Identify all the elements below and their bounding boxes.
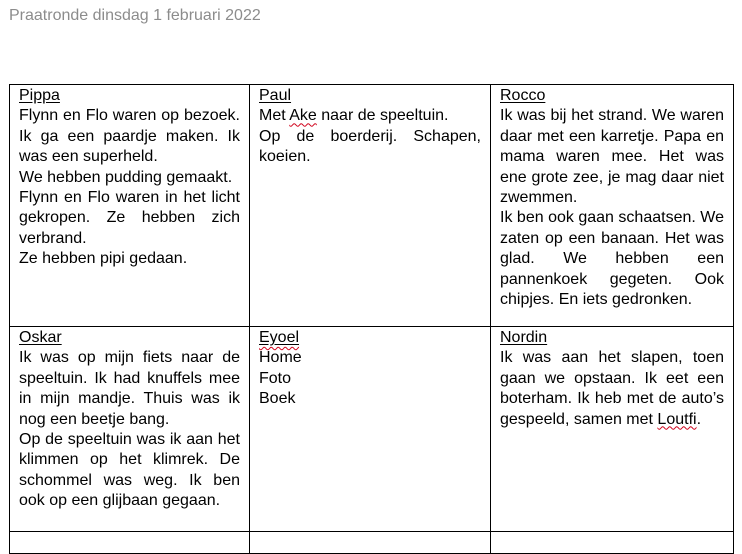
cell-paragraph: We hebben pudding gemaakt. xyxy=(19,168,233,186)
text-fragment: Ik was aan het slapen, toen gaan we opstaan. Ik eet een boterham. Ik heb met de auto’s gespeeld, samen met xyxy=(500,349,724,428)
conversation-table xyxy=(9,84,734,554)
spelling-flagged-word: Loutfi xyxy=(657,410,697,428)
text-fragment: naar de speeltuin. xyxy=(316,107,449,125)
table-row xyxy=(10,532,734,554)
cell-paragraph: Ze hebben pipi gedaan. xyxy=(19,250,188,268)
text-fragment: Met xyxy=(259,107,290,125)
child-name: Nordin xyxy=(500,329,548,346)
cell-paragraph xyxy=(500,348,724,430)
cell-paragraph xyxy=(259,106,481,126)
cell-paragraph: Ik was op mijn fiets naar de speeltuin. Ik had knuffels mee in mijn mandje. Thuis was ik nog een beetje bang. xyxy=(19,349,240,428)
cell-paragraph: Op de boerderij. Schapen, koeien. xyxy=(259,127,481,166)
table-row xyxy=(10,327,734,532)
child-name: Pippa xyxy=(19,87,60,104)
cell-paragraph: Ik was bij het strand. We waren daar met een karretje. Papa en mama waren mee. Het was ene grote zee, je mag daar niet zwemmen. xyxy=(500,107,724,207)
child-name xyxy=(259,328,481,348)
cell-paragraph: Ik ben ook gaan schaatsen. We zaten op een banaan. Het was glad. We hebben een pannenkoek gegeten. Ook chipjes. En iets gedronken. xyxy=(500,209,724,309)
cell-nordin[interactable] xyxy=(491,327,734,532)
cell-eyoel[interactable] xyxy=(250,327,491,532)
cell-oskar[interactable] xyxy=(10,327,250,532)
spelling-flagged-word: Ake xyxy=(289,107,317,125)
cell-word: Boek xyxy=(259,390,296,408)
document-title: Praatronde dinsdag 1 februari 2022 xyxy=(9,7,261,24)
text-fragment: . xyxy=(696,410,702,428)
cell-rocco[interactable] xyxy=(491,85,734,327)
cell-paragraph: Flynn en Flo waren in het licht gekropen. Ze hebben zich verbrand. xyxy=(19,189,240,247)
spelling-flagged-word: Eyoel xyxy=(259,329,300,346)
cell-pippa[interactable] xyxy=(10,85,250,327)
child-name: Oskar xyxy=(19,329,62,346)
cell-empty[interactable] xyxy=(491,532,734,554)
cell-empty[interactable] xyxy=(10,532,250,554)
cell-paragraph: Flynn en Flo waren op bezoek. Ik ga een paardje maken. Ik was een superheld. xyxy=(19,107,240,166)
cell-paragraph: Op de speeltuin was ik aan het klimmen op het klimrek. De schommel was weg. Ik ben ook op een glijbaan gegaan. xyxy=(19,431,240,510)
cell-word: Home xyxy=(259,349,302,367)
child-name: Paul xyxy=(259,87,292,104)
cell-empty[interactable] xyxy=(250,532,491,554)
table-row xyxy=(10,85,734,327)
child-name: Rocco xyxy=(500,87,546,104)
cell-paul[interactable] xyxy=(250,85,491,327)
cell-word: Foto xyxy=(259,369,292,387)
